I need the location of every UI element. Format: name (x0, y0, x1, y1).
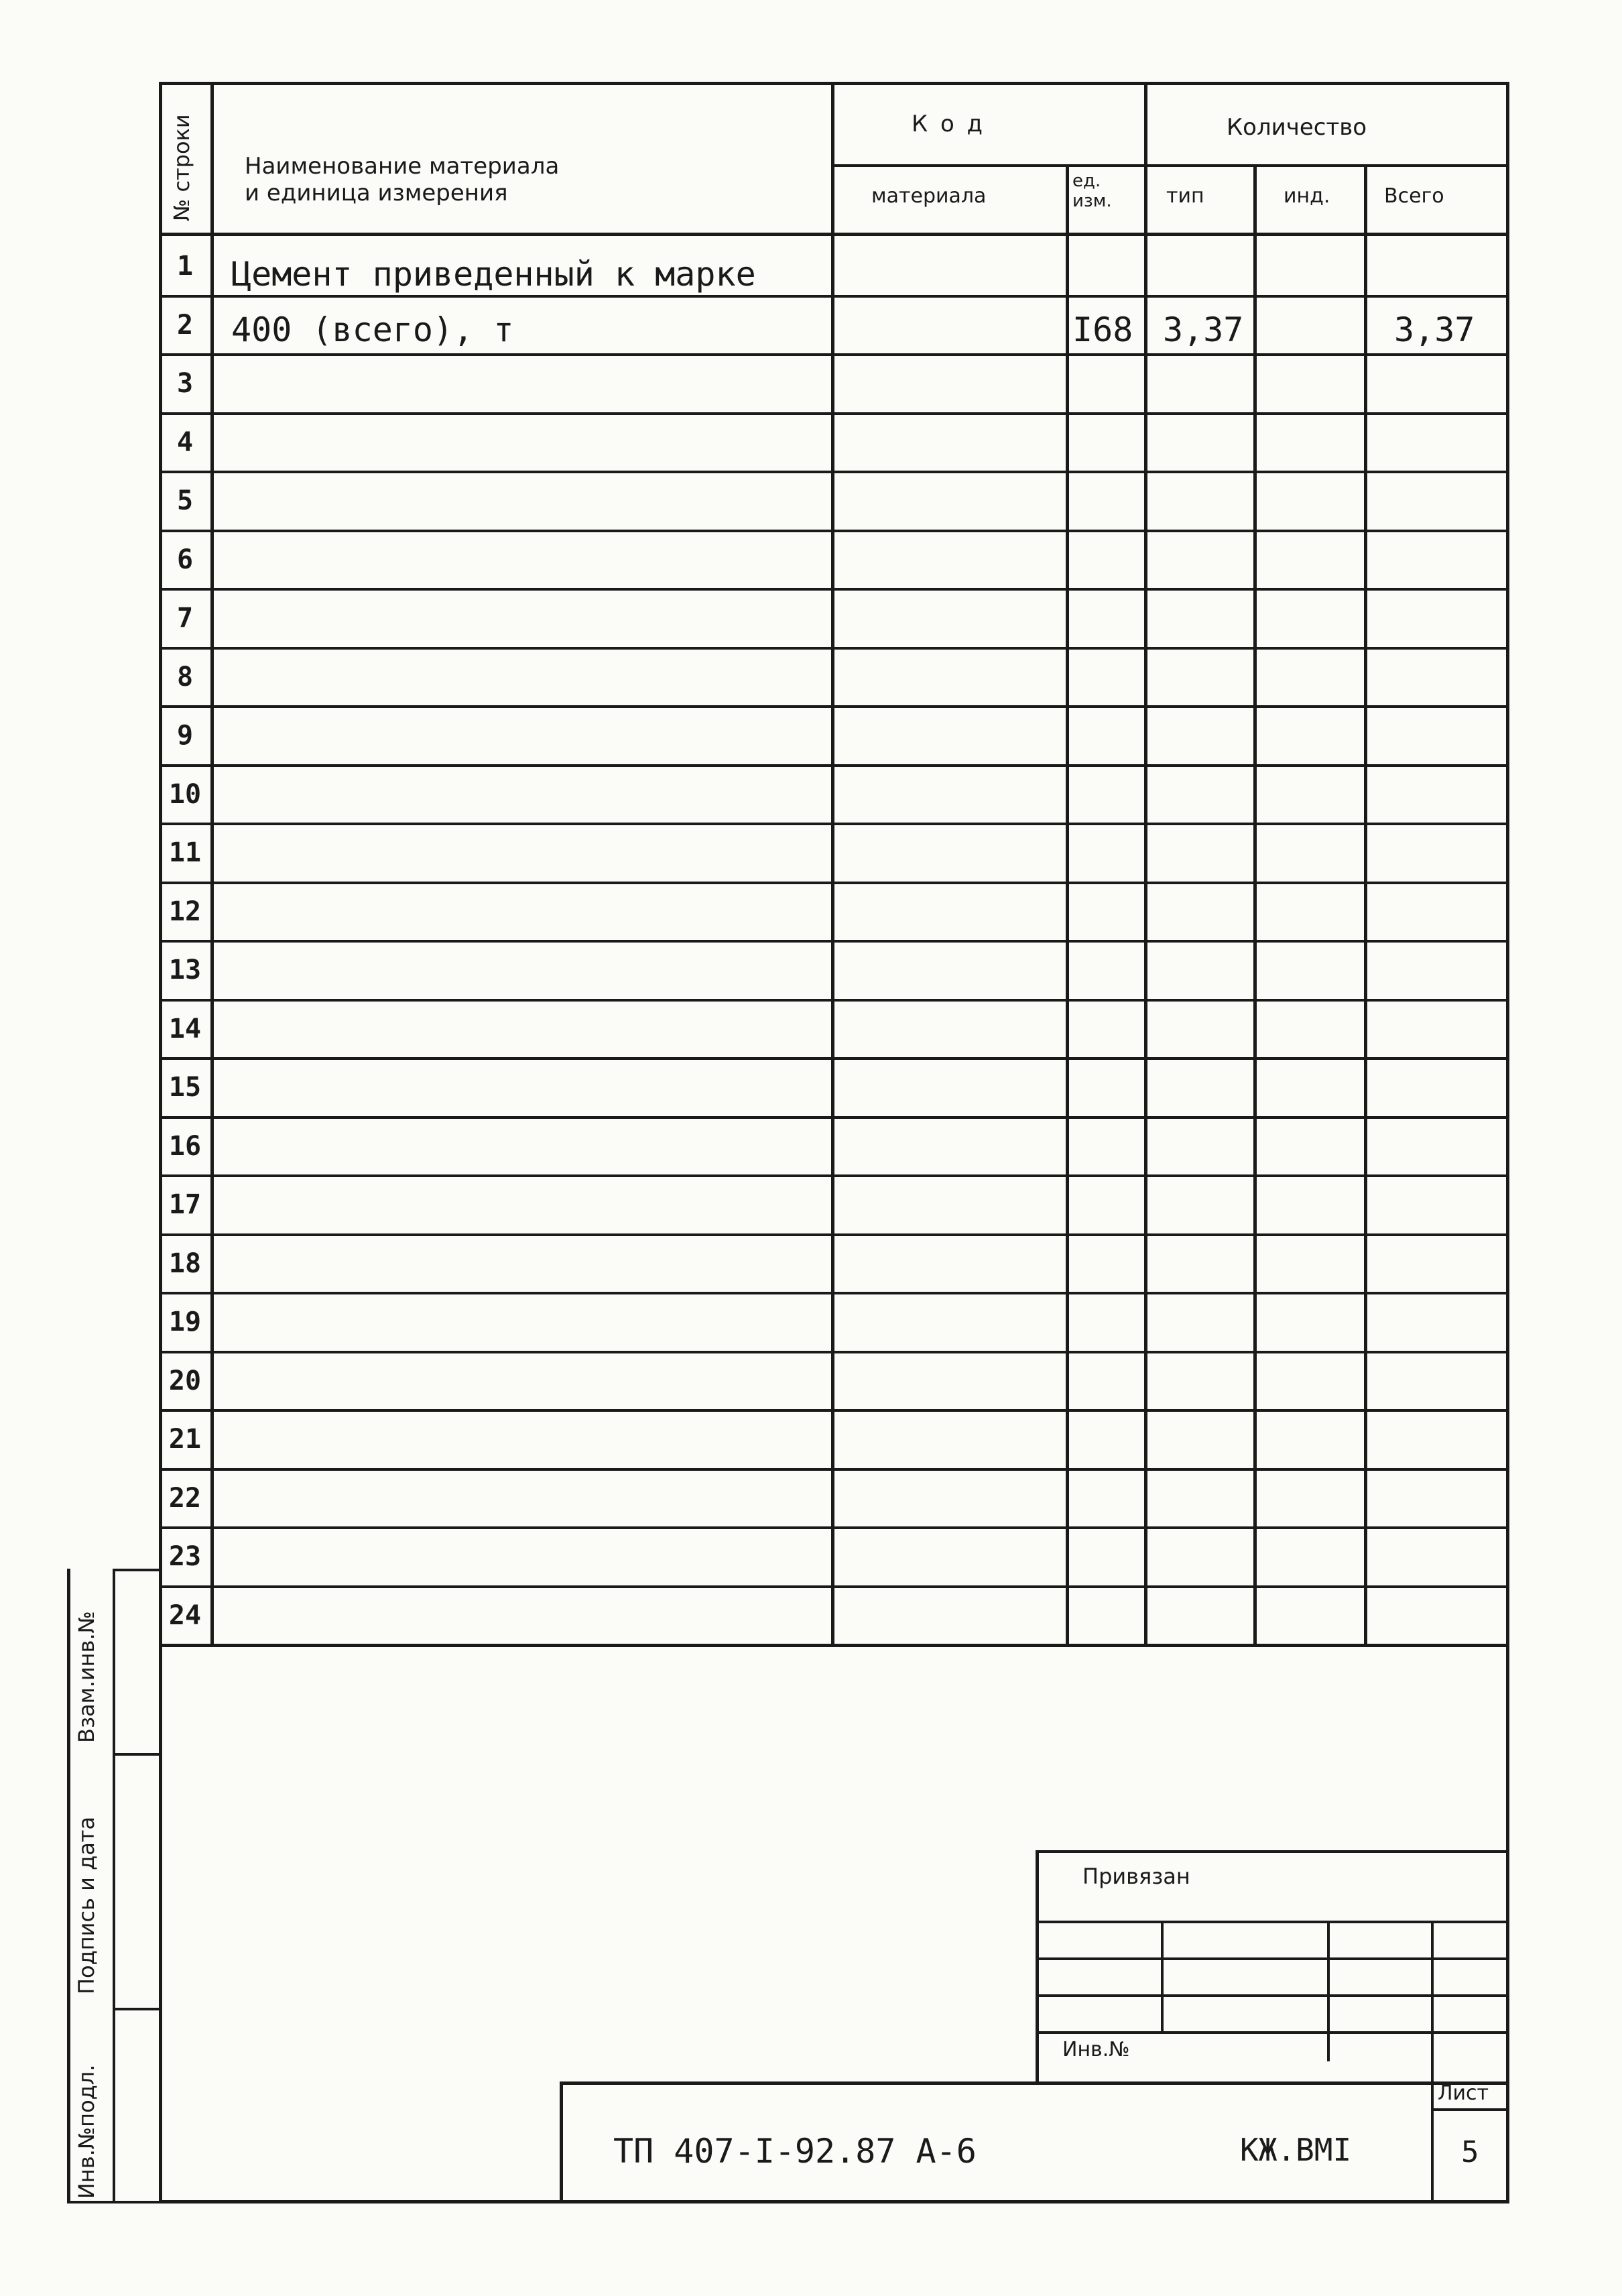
row-number: 15 (168, 1072, 202, 1103)
col-line-typ (1253, 164, 1257, 1644)
header-code-material: материала (871, 184, 987, 208)
row-line (159, 882, 1509, 884)
row-number: 10 (168, 779, 202, 810)
row-number: 2 (176, 310, 194, 341)
row-line (159, 823, 1509, 825)
header-qty-group: Количество (1227, 114, 1367, 141)
row-number: 24 (168, 1600, 202, 1631)
row-line (159, 1116, 1509, 1119)
row-line (159, 295, 1509, 298)
row-number: 17 (168, 1189, 202, 1220)
row-line (159, 353, 1509, 356)
row-line (159, 705, 1509, 708)
row-number: 4 (176, 427, 194, 458)
row-number: 14 (168, 1014, 202, 1044)
header-bottom-line (159, 233, 1509, 236)
header-row-no: № строки (169, 114, 194, 221)
row-line (159, 1174, 1509, 1177)
row-number: 13 (168, 955, 202, 985)
stamp-left-border (67, 1569, 70, 2203)
row-line (159, 1351, 1509, 1353)
tb-col-line-2 (1327, 1921, 1330, 2061)
stamp-inv-podl-label: Инв.№подл. (74, 2064, 99, 2199)
row-number: 22 (168, 1483, 202, 1514)
col-line-material (1066, 164, 1069, 1644)
row-line (159, 647, 1509, 650)
row-line (159, 588, 1509, 591)
stamp-vzam-label: Взам.инв.№ (74, 1611, 99, 1743)
row-line (159, 1233, 1509, 1236)
row-line (159, 471, 1509, 473)
row-number: 6 (176, 544, 194, 575)
row-line (159, 940, 1509, 943)
row-number: 8 (176, 662, 194, 692)
header-code-unit: ед. изм. (1072, 171, 1112, 211)
row-number: 1 (176, 251, 194, 282)
row-number: 23 (168, 1541, 202, 1572)
row-line (159, 412, 1509, 415)
row-line (159, 1644, 1509, 1647)
stamp-divider (113, 1569, 115, 2203)
row-number: 7 (176, 603, 194, 633)
tb-top-line (1036, 1850, 1509, 1853)
row-line (159, 1526, 1509, 1529)
header-qty-typ: тип (1166, 184, 1204, 208)
tb-row-line-2 (1036, 1957, 1509, 1960)
tb-left-line (1036, 1850, 1039, 2085)
stamp-line-2 (113, 2008, 161, 2010)
row-line (159, 999, 1509, 1002)
tb-list-line (1431, 2108, 1509, 2111)
row-line (159, 1585, 1509, 1588)
row-line (159, 1468, 1509, 1471)
header-name-line2: и единица измерения (245, 180, 508, 206)
tb-doc-left-line (560, 2081, 563, 2203)
tb-doc-code: ТП 407-I-92.87 А-6 (613, 2132, 977, 2171)
row-number: 9 (176, 720, 194, 751)
row-1-name: Цемент приведенный к марке (231, 255, 756, 294)
stamp-top-line (113, 1569, 161, 1571)
stamp-podpis-label: Подпись и дата (74, 1816, 99, 1994)
tb-sheet-code: КЖ.ВМI (1240, 2132, 1352, 2168)
row-line (159, 1292, 1509, 1294)
tb-page-number: 5 (1461, 2135, 1479, 2169)
row-number: 5 (176, 485, 194, 516)
row-number: 21 (168, 1424, 202, 1455)
row-line (159, 1057, 1509, 1060)
stamp-bottom-line (67, 2201, 161, 2203)
row-number: 12 (168, 896, 202, 927)
row-number: 19 (168, 1307, 202, 1337)
row-line (159, 764, 1509, 767)
tb-list-label: Лист (1438, 2081, 1489, 2105)
tb-row-line-3 (1036, 1994, 1509, 1997)
header-qty-total: Всего (1384, 184, 1444, 208)
tb-row-line-4 (1036, 2031, 1509, 2034)
tb-doc-top-line (560, 2081, 1509, 2085)
row-number: 16 (168, 1131, 202, 1162)
tb-inv-no: Инв.№ (1062, 2038, 1130, 2061)
header-name-line1: Наименование материала (245, 153, 560, 180)
row-2-name: 400 (всего), т (231, 310, 514, 349)
header-qty-ind: инд. (1284, 184, 1330, 208)
header-sub-line (831, 164, 1509, 167)
row-2-typ: 3,37 (1163, 310, 1244, 349)
row-number: 3 (176, 368, 194, 399)
tb-col-line-1 (1161, 1921, 1164, 2031)
tb-col-line-3 (1431, 1921, 1434, 2203)
row-line (159, 1409, 1509, 1412)
row-number: 18 (168, 1248, 202, 1279)
row-number: 20 (168, 1366, 202, 1396)
stamp-line-1 (113, 1753, 161, 1756)
row-2-unit: I68 (1072, 310, 1133, 349)
tb-privyazan: Привязан (1082, 1864, 1190, 1889)
col-line-ind (1364, 164, 1367, 1644)
header-code-group: К о д (912, 111, 986, 137)
row-number: 11 (168, 837, 202, 868)
tb-row-line-1 (1036, 1921, 1509, 1923)
row-line (159, 530, 1509, 532)
row-2-total: 3,37 (1394, 310, 1475, 349)
